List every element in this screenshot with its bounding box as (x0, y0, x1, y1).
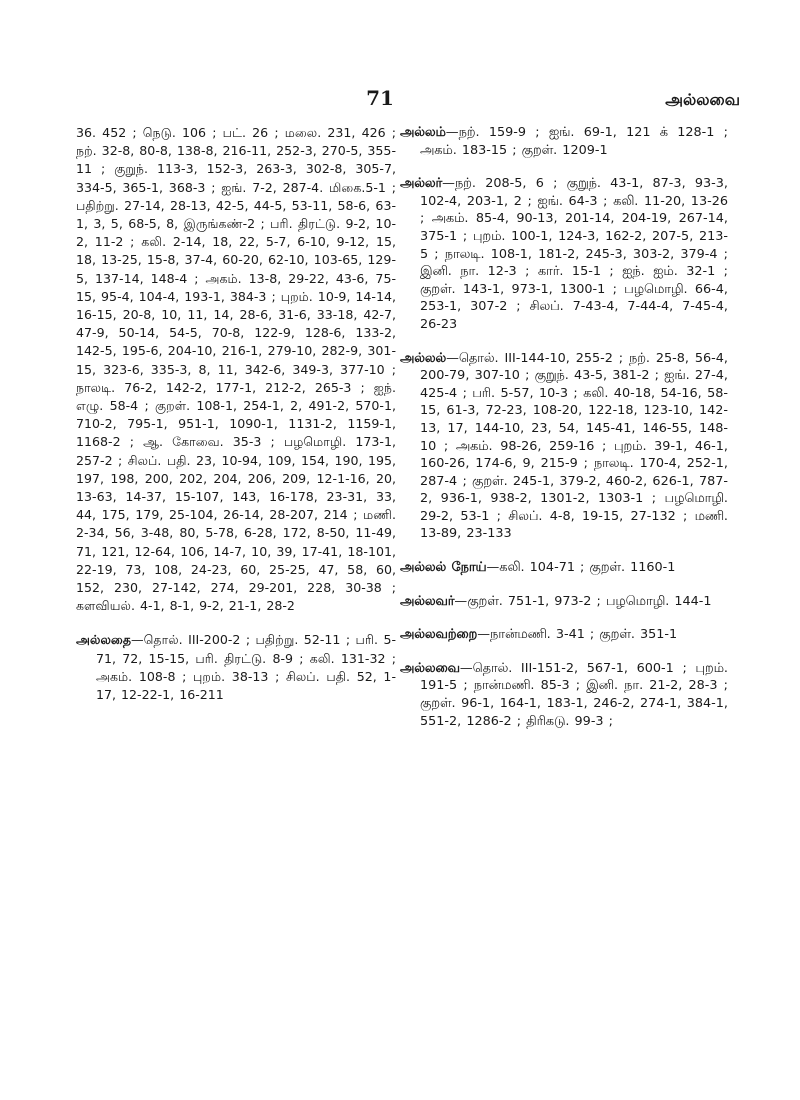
entry-refs: நற். 159-9 ; ஐங். 69-1, 121 க் 128-1 ; அகம். 183-15 ; குறள். 1209-1 (420, 125, 728, 158)
entry-headword: அல்லல் நோய் (400, 560, 487, 576)
entry-headword: அல்லவர் (400, 593, 455, 609)
index-entry: அல்லம்—நற். 159-9 ; ஐங். 69-1, 121 க் 128-1 ; அகம். 183-15 ; குறள். 1209-1 (400, 125, 728, 158)
entry-refs: நற். 208-5, 6 ; குறுந். 43-1, 87-3, 93-3, 102-4, 203-1, 2 ; ஐங். 64-3 ; கலி. 11-20, 13-26 ; அகம். 85-4, 90-13, 201-14, 204-19, 267-14, 375-1 ; புறம். 100-1, 124-3, 162-2, 207-5, 213-5 ; நாலடி. 108-1, 181-2, 245-3, 303-2, 379-4 ; இனி. நா. 12-3 ; கார். 15-1 ; ஐந். ஐம். 32-1 ; குறள். 143-1, 973-1, 1300-1 ; பழமொழி. 66-4, 253-1, 307-2 ; சிலப். 7-43-4, 7-44-4, 7-45-4, 26-23 (420, 176, 728, 332)
running-head: அல்லவை (665, 90, 740, 109)
left-column (76, 124, 396, 720)
entry-refs: கலி. 104-71 ; குறள். 1160-1 (499, 560, 676, 576)
entry-refs: 36. 452 ; நெடு. 106 ; பட். 26 ; மலை. 231, 426 ; நற். 32-8, 80-8, 138-8, 216-11, 252-3, 270-5, 355-11 ; குறுந். 113-3, 152-3, 263-3, 302-8, 305-7, 334-5, 365-1, 368-3 ; ஐங். 7-2, 287-4. மிகை.5-1 ; பதிற்று. 27-14, 28-13, 42-5, 44-5, 53-11, 58-6, 63-1, 3, 5, 68-5, 8, இருங்கண்-2 ; பரி. திரட்டு. 9-2, 10-2, 11-2 ; கலி. 2-14, 18, 22, 5-7, 6-10, 9-12, 15, 18, 13-25, 15-8, 37-4, 60-20, 62-10, 103-65, 129-5, 137-14, 148-4 ; அகம். 13-8, 29-22, 43-6, 75-15, 95-4, 104-4, 193-1, 384-3 ; புறம். 10-9, 14-14, 16-15, 20-8, 10, 11, 14, 28-6, 31-6, 33-18, 42-7, 47-9, 50-14, 54-5, 70-8, 122-9, 128-6, 133-2, 142-5, 195-6, 204-10, 216-1, 279-10, 282-9, 301-15, 323-6, 335-3, 8, 11, 342-6, 349-3, 377-10 ; நாலடி. 76-2, 142-2, 177-1, 212-2, 265-3 ; ஐந். எழு. 58-4 ; குறள். 108-1, 254-1, 2, 491-2, 570-1, 710-2, 795-1, 951-1, 1090-1, 1131-2, 1159-1, 1168-2 ; ஆ. கோவை. 35-3 ; பழமொழி. 173-1, 257-2 ; சிலப். பதி. 23, 10-94, 109, 154, 190, 195, 197, 198, 200, 202, 204, 206, 209, 12-1-16, 20, 13-63, 14-37, 15-107, 143, 16-178, 23-31, 33, 44, 175, 179, 25-104, 26-14, 28-207, 214 ; மணி. 2-34, 56, 3-48, 80, 5-78, 6-28, 172, 8-50, 11-49, 71, 121, 12-64, 106, 14-7, 10, 39, 17-41, 18-101, 22-19, 73, 108, 24-23, 60, 25-25, 47, 58, 60, 152, 230, 27-142, 274, 29-201, 228, 30-38 ; களவியல். 4-1, 8-1, 9-2, 21-1, 28-2 (76, 125, 396, 614)
entry-headword: அல்லதை (76, 632, 132, 648)
entry-headword: அல்லவை (400, 660, 460, 676)
index-entry (76, 124, 396, 615)
index-entry: அல்லதை—தொல். III-200-2 ; பதிற்று. 52-11 ; பரி. 5-71, 72, 15-15, பரி. திரட்டு. 8-9 ; கலி. 131-32 ; அகம். 108-8 ; புறம். 38-13 ; சிலப். பதி. 52, 1-17, 12-22-1, 16-211 (76, 632, 396, 703)
right-column (400, 124, 728, 746)
page-number: 71 (366, 86, 394, 110)
entry-headword: அல்லர் (400, 176, 443, 192)
entry-refs: தொல். III-200-2 ; பதிற்று. 52-11 ; பரி. 5-71, 72, 15-15, பரி. திரட்டு. 8-9 ; கலி. 131-32 ; அகம். 108-8 ; புறம். 38-13 ; சிலப். பதி. 52, 1-17, 12-22-1, 16-211 (96, 632, 396, 703)
entry-refs: குறள். 751-1, 973-2 ; பழமொழி. 144-1 (467, 593, 712, 609)
entry-refs: தொல். III-151-2, 567-1, 600-1 ; புறம். 191-5 ; நான்மணி. 85-3 ; இனி. நா. 21-2, 28-3 ; குறள். 96-1, 164-1, 183-1, 246-2, 274-1, 384-1, 551-2, 1286-2 ; திரிகடு. 99-3 ; (420, 660, 728, 729)
index-entry: அல்லல் நோய்—கலி. 104-71 ; குறள். 1160-1 (400, 560, 676, 576)
index-entry: அல்லவை—தொல். III-151-2, 567-1, 600-1 ; புறம். 191-5 ; நான்மணி. 85-3 ; இனி. நா. 21-2, 28-3 ; குறள். 96-1, 164-1, 183-1, 246-2, 274-1, 384-1, 551-2, 1286-2 ; திரிகடு. 99-3 ; (400, 660, 728, 729)
entry-headword: அல்லம் (400, 125, 446, 140)
index-entry: அல்லல்—தொல். III-144-10, 255-2 ; நற். 25-8, 56-4, 200-79, 307-10 ; குறுந். 43-5, 381-2 ; ஐங். 27-4, 425-4 ; பரி. 5-57, 10-3 ; கலி. 40-18, 54-16, 58-15, 61-3, 72-23, 108-20, 122-18, 123-10, 142-13, 17, 144-10, 23, 54, 145-41, 146-55, 148-10 ; அகம். 98-26, 259-16 ; புறம். 39-1, 46-1, 160-26, 174-6, 9, 215-9 ; நாலடி. 170-4, 252-1, 287-4 ; குறள். 245-1, 379-2, 460-2, 626-1, 787-2, 936-1, 938-2, 1301-2, 1303-1 ; பழமொழி. 29-2, 53-1 ; சிலப். 4-8, 19-15, 27-132 ; மணி. 13-89, 23-133 (400, 350, 728, 542)
index-entry: அல்லவர்—குறள். 751-1, 973-2 ; பழமொழி. 144-1 (400, 593, 712, 609)
index-entry: அல்லவற்றை—நான்மணி. 3-41 ; குறள். 351-1 (400, 627, 678, 643)
entry-headword: அல்லல் (400, 350, 447, 366)
entry-refs: தொல். III-144-10, 255-2 ; நற். 25-8, 56-4, 200-79, 307-10 ; குறுந். 43-5, 381-2 ; ஐங். 27-4, 425-4 ; பரி. 5-57, 10-3 ; கலி. 40-18, 54-16, 58-15, 61-3, 72-23, 108-20, 122-18, 123-10, 142-13, 17, 144-10, 23, 54, 145-41, 146-55, 148-10 ; அகம். 98-26, 259-16 ; புறம். 39-1, 46-1, 160-26, 174-6, 9, 215-9 ; நாலடி. 170-4, 252-1, 287-4 ; குறள். 245-1, 379-2, 460-2, 626-1, 787-2, 936-1, 938-2, 1301-2, 1303-1 ; பழமொழி. 29-2, 53-1 ; சிலப். 4-8, 19-15, 27-132 ; மணி. 13-89, 23-133 (420, 350, 728, 542)
index-entry: அல்லர்—நற். 208-5, 6 ; குறுந். 43-1, 87-3, 93-3, 102-4, 203-1, 2 ; ஐங். 64-3 ; கலி. 11-20, 13-26 ; அகம். 85-4, 90-13, 201-14, 204-19, 267-14, 375-1 ; புறம். 100-1, 124-3, 162-2, 207-5, 213-5 ; நாலடி. 108-1, 181-2, 245-3, 303-2, 379-4 ; இனி. நா. 12-3 ; கார். 15-1 ; ஐந். ஐம். 32-1 ; குறள். 143-1, 973-1, 1300-1 ; பழமொழி. 66-4, 253-1, 307-2 ; சிலப். 7-43-4, 7-44-4, 7-45-4, 26-23 (400, 176, 728, 332)
entry-refs: நான்மணி. 3-41 ; குறள். 351-1 (490, 627, 678, 643)
entry-headword: அல்லவற்றை (400, 627, 478, 643)
